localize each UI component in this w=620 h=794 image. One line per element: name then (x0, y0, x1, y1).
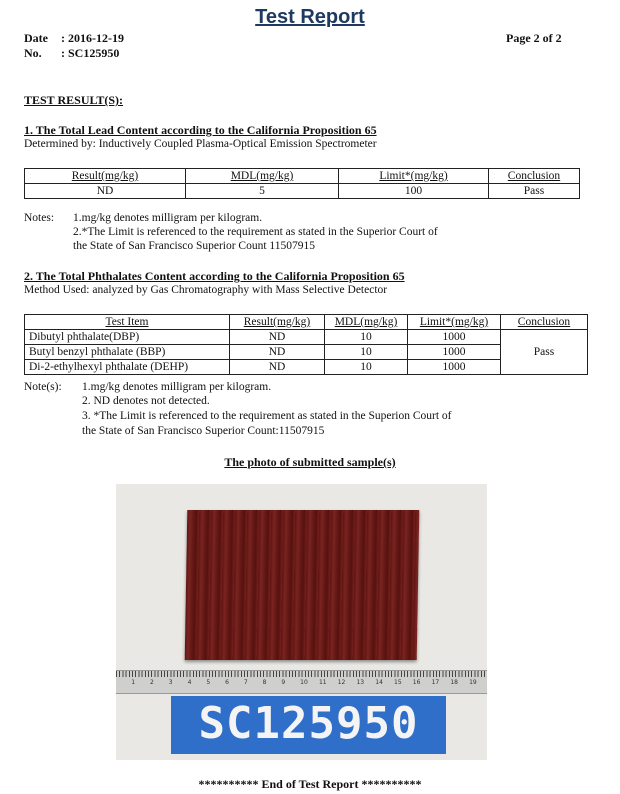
limit: 1000 (408, 330, 501, 345)
report-no-label: No. (24, 46, 42, 60)
col-limit: Limit*(mg/kg) (408, 315, 501, 330)
ruler-number: 2 (150, 679, 154, 686)
conclusion: Pass (501, 330, 588, 375)
section2-method: Method Used: analyzed by Gas Chromatography with Mass Selective Detector (24, 284, 388, 296)
section2-heading: 2. The Total Phthalates Content according to the California Proposition 65 (24, 269, 405, 283)
lead-mdl: 5 (186, 184, 339, 199)
ruler (116, 670, 487, 694)
col-result: Result(mg/kg) (25, 169, 186, 184)
test-item: Butyl benzyl phthalate (BBP) (25, 345, 230, 360)
section2-notes-label: Note(s): (24, 381, 62, 393)
col-mdl: MDL(mg/kg) (186, 169, 339, 184)
sample-photo (116, 484, 487, 760)
page-number: Page 2 of 2 (506, 31, 562, 45)
ruler-number: 6 (225, 679, 229, 686)
section2-note: 3. *The Limit is referenced to the requirement as stated in the Superion Court of (82, 410, 452, 422)
stencil-text: SC125950 (198, 698, 419, 749)
ruler-number: 1 (131, 679, 136, 686)
ruler-number: 19 (469, 679, 477, 686)
ruler-number: 13 (356, 679, 365, 686)
lead-conclusion: Pass (489, 184, 580, 199)
wood-board-sample (185, 510, 420, 660)
limit: 1000 (408, 345, 501, 360)
result: ND (230, 360, 325, 375)
mdl: 10 (325, 345, 408, 360)
limit: 1000 (408, 360, 501, 375)
stencil-label (171, 696, 446, 754)
col-mdl: MDL(mg/kg) (325, 315, 408, 330)
col-result: Result(mg/kg) (230, 315, 325, 330)
mdl: 10 (325, 360, 408, 375)
section2-note: 1.mg/kg denotes milligram per kilogram. (82, 381, 272, 393)
col-test-item: Test Item (25, 315, 230, 330)
section2-note: 2. ND denotes not detected. (82, 395, 210, 407)
lead-limit: 100 (339, 184, 489, 199)
section1-note: 2.*The Limit is referenced to the requirement as stated in the Superior Court of (73, 226, 438, 238)
result: ND (230, 345, 325, 360)
col-limit: Limit*(mg/kg) (339, 169, 489, 184)
report-no-value: : SC125950 (61, 46, 120, 60)
lead-result-table (24, 168, 580, 199)
ruler-number: 17 (431, 679, 440, 686)
section1-note: 1.mg/kg denotes milligram per kilogram. (73, 212, 263, 224)
section1-note: the State of San Francisco Superior Count 11507915 (73, 240, 315, 252)
table-row (25, 184, 580, 199)
ruler-number: 15 (394, 679, 402, 686)
results-heading: TEST RESULT(S): (24, 93, 124, 107)
col-conclusion: Conclusion (489, 169, 580, 184)
section1-heading: 1. The Total Lead Content according to the California Proposition 65 (24, 123, 377, 137)
phthalates-table (24, 314, 588, 375)
mdl: 10 (325, 330, 408, 345)
table-row (25, 330, 588, 345)
date-value: : 2016-12-19 (61, 31, 124, 45)
ruler-number: 4 (187, 679, 192, 686)
ruler-number: 14 (375, 679, 383, 686)
section2-note: the State of San Francisco Superior Count:11507915 (82, 425, 325, 437)
ruler-number: 12 (337, 679, 346, 686)
ruler-number: 3 (168, 679, 173, 686)
ruler-number: 18 (450, 679, 458, 686)
end-of-report: ********** End of Test Report ********** (198, 777, 422, 791)
date-label: Date (24, 31, 48, 45)
col-conclusion: Conclusion (501, 315, 588, 330)
test-item: Di-2-ethylhexyl phthalate (DEHP) (25, 360, 230, 375)
section1-method: Determined by: Inductively Coupled Plasma-Optical Emission Spectrometer (24, 138, 377, 150)
section1-notes-label: Notes: (24, 212, 55, 224)
ruler-number: 16 (412, 679, 421, 686)
ruler-number: 5 (206, 679, 211, 686)
result: ND (230, 330, 325, 345)
lead-result: ND (25, 184, 186, 199)
photo-caption: The photo of submitted sample(s) (224, 455, 396, 469)
ruler-number: 8 (262, 679, 267, 686)
ruler-number: 11 (318, 679, 327, 686)
ruler-number: 7 (243, 679, 248, 686)
report-title: Test Report (255, 6, 365, 28)
test-item: Dibutyl phthalate(DBP) (25, 330, 230, 345)
ruler-number: 10 (300, 679, 308, 686)
ruler-number: 9 (281, 679, 286, 686)
